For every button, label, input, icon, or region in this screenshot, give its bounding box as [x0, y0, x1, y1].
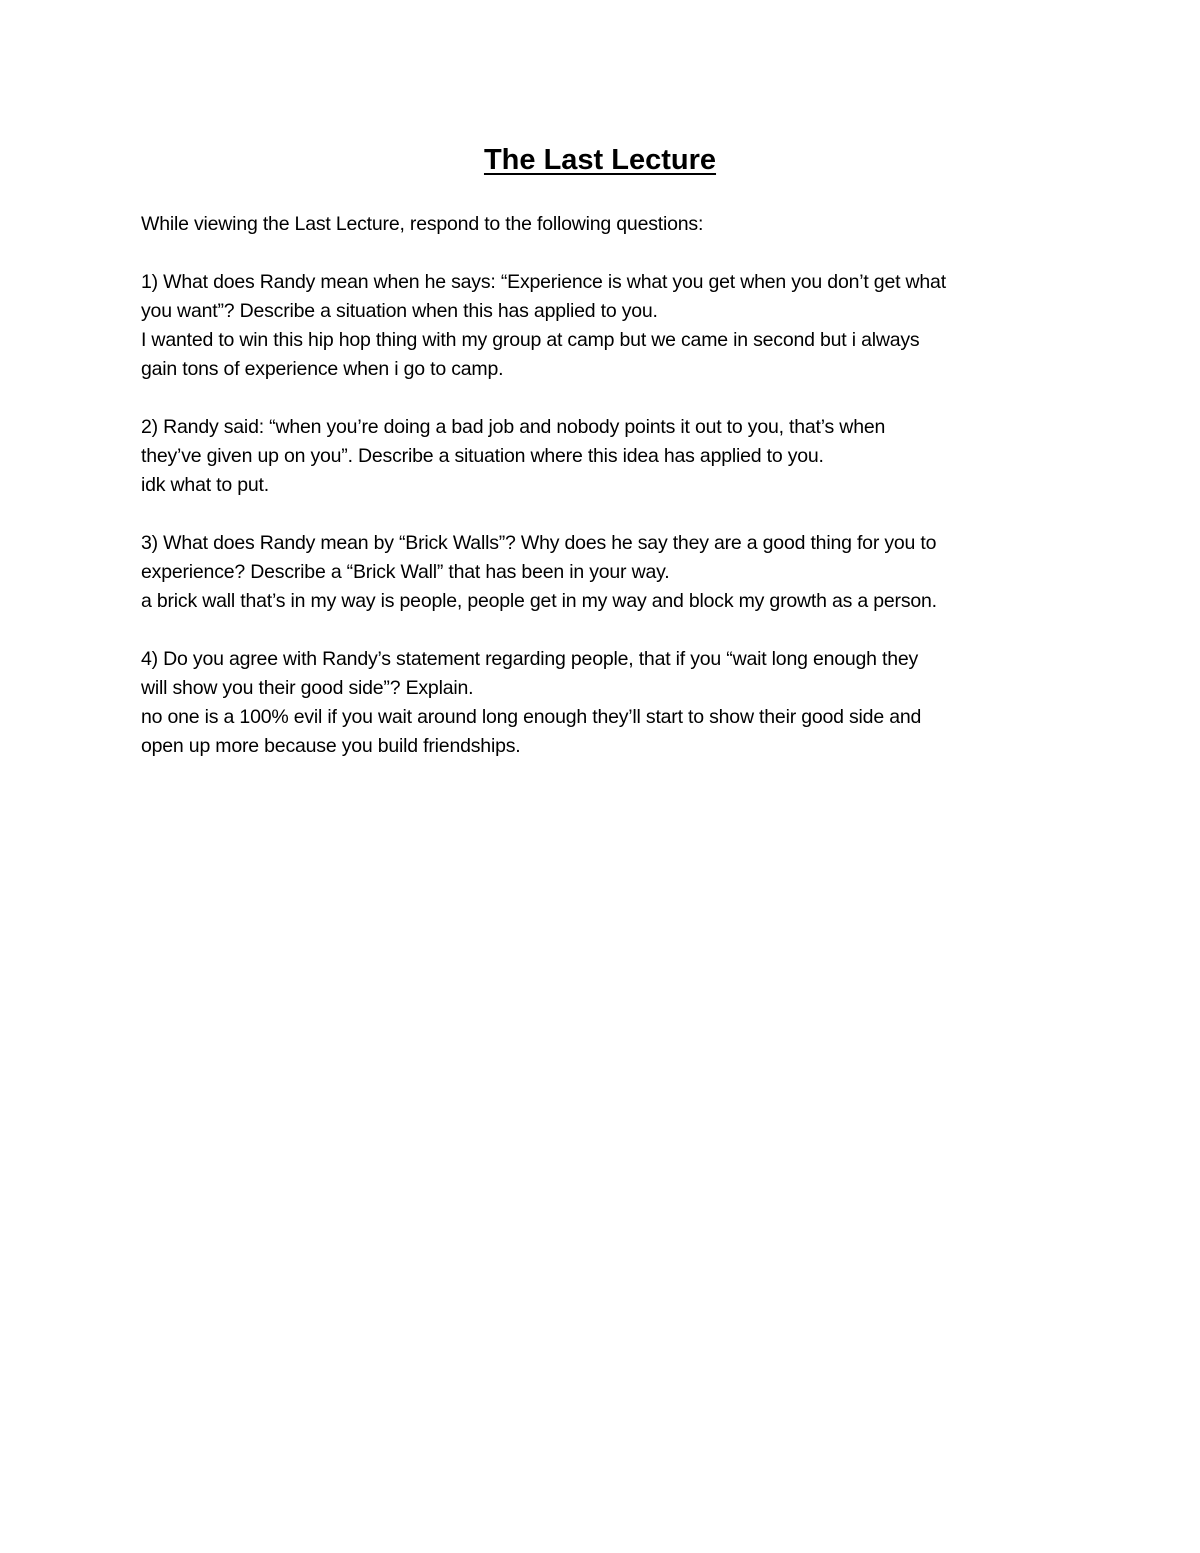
question-block-1 [141, 268, 1071, 384]
question-2-line-2: they’ve given up on you”. Describe a situation where this idea has applied to you. [141, 445, 824, 467]
answer-1-line-2: gain tons of experience when i go to camp. [141, 358, 504, 380]
answer-1-line-1: I wanted to win this hip hop thing with my group at camp but we came in second but i always [141, 329, 920, 351]
question-3-line-2: experience? Describe a “Brick Wall” that has been in your way. [141, 561, 670, 583]
spacer [141, 384, 1071, 413]
instructions-text: While viewing the Last Lecture, respond to the following questions: [141, 213, 704, 235]
document-title: The Last Lecture [483, 144, 717, 176]
answer-3-line-1: a brick wall that’s in my way is people, people get in my way and block my growth as a person. [141, 590, 937, 612]
spacer [141, 239, 1071, 268]
question-4-line-2: will show you their good side”? Explain. [141, 677, 474, 699]
question-block-3 [141, 529, 1071, 616]
spacer [141, 616, 1071, 645]
answer-4-line-1: no one is a 100% evil if you wait around long enough they’ll start to show their good side and [141, 706, 922, 728]
question-3-line-1: 3) What does Randy mean by “Brick Walls”? Why does he say they are a good thing for you to [141, 532, 937, 554]
question-4-line-1: 4) Do you agree with Randy’s statement regarding people, that if you “wait long enough they [141, 648, 919, 670]
question-block-4 [141, 645, 1071, 761]
question-block-2 [141, 413, 1071, 500]
question-2-line-1: 2) Randy said: “when you’re doing a bad job and nobody points it out to you, that’s when [141, 416, 886, 438]
question-1-line-2: you want”? Describe a situation when this has applied to you. [141, 300, 658, 322]
document-body [141, 210, 1071, 761]
answer-2-line-1: idk what to put. [141, 474, 269, 496]
spacer [141, 500, 1071, 529]
answer-4-line-2: open up more because you build friendships. [141, 735, 521, 757]
question-1-line-1: 1) What does Randy mean when he says: “Experience is what you get when you don’t get what [141, 271, 946, 293]
